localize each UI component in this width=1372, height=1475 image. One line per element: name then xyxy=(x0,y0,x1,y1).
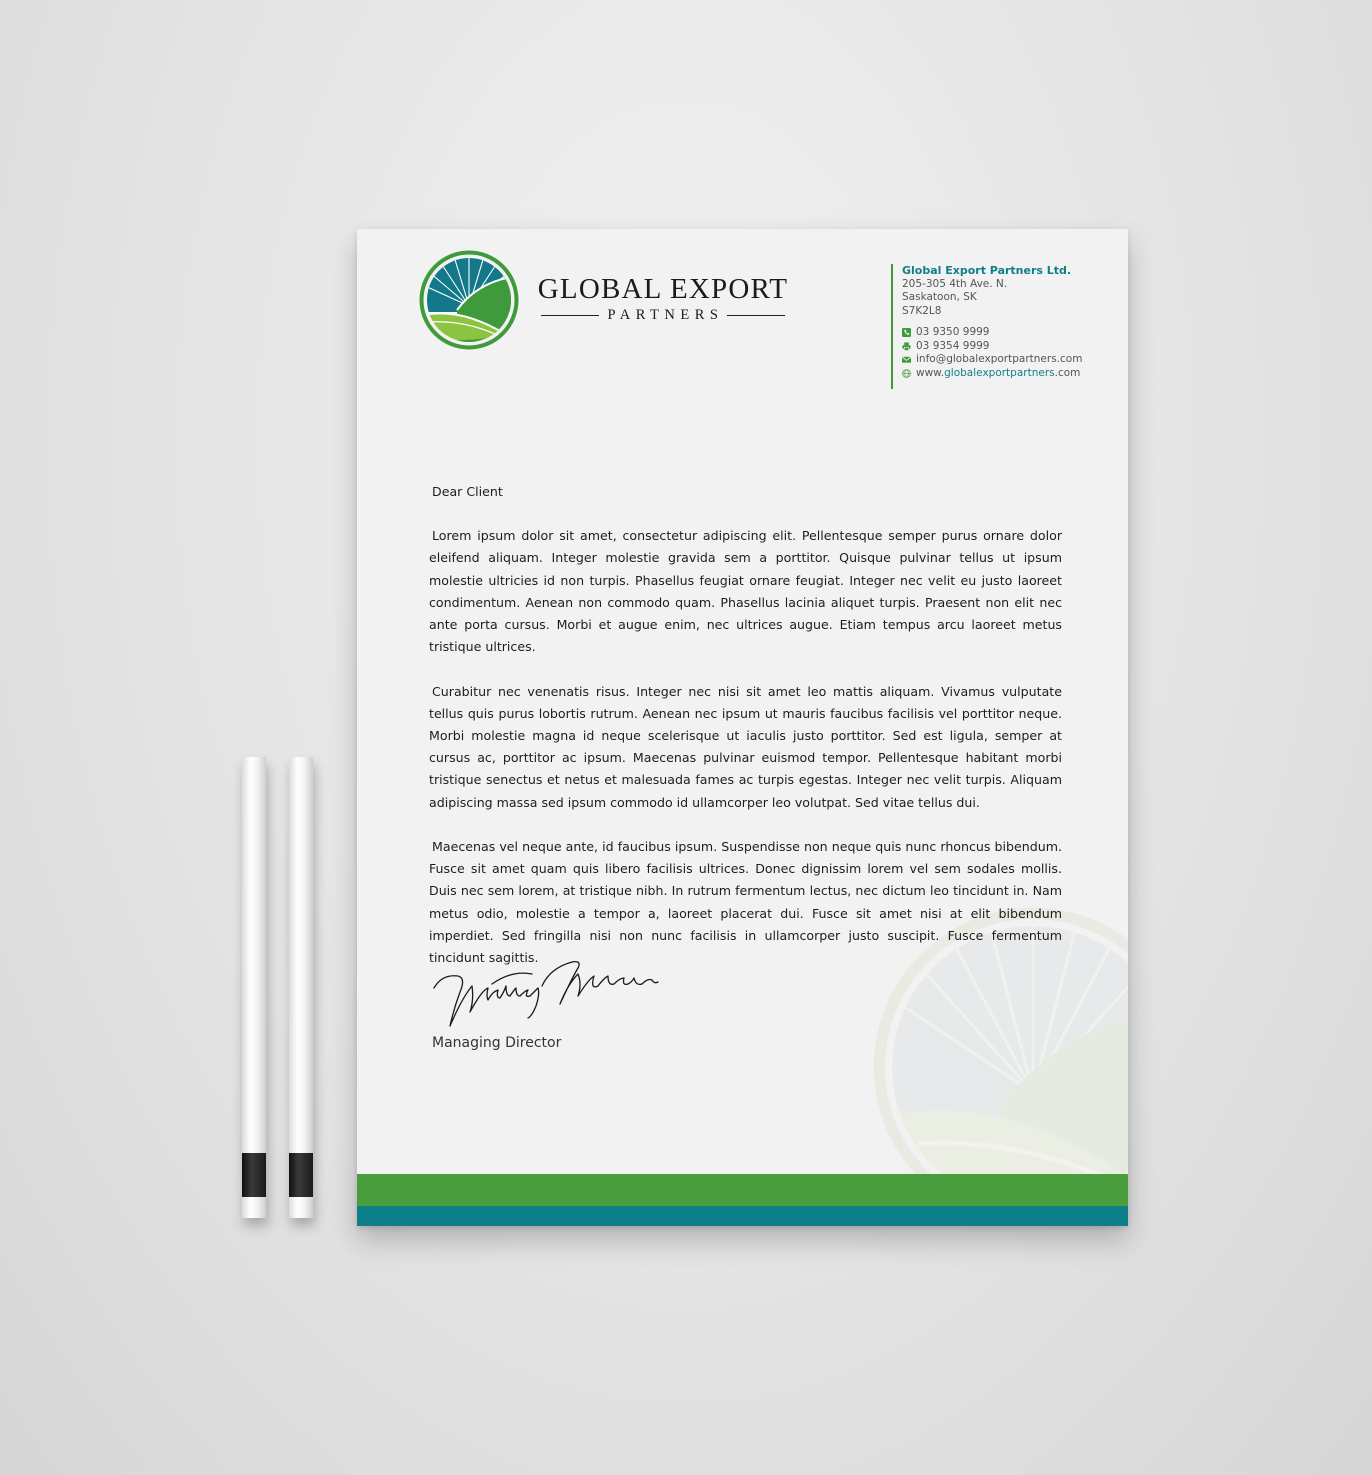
address-line: 205-305 4th Ave. N. xyxy=(902,277,1008,290)
website-url: www.globalexportpartners.com xyxy=(916,366,1081,379)
wordmark-rule xyxy=(541,315,599,317)
body-paragraph: Maecenas vel neque ante, id faucibus ipsum. Suspendisse non neque quis nunc rhoncus bibendum. Fusce sit amet quam quis libero facilisis ultrices. Donec dignissim lorem vel sem sodales mollis. Duis nec sem lorem, at tristique nibh. In rutrum fermentum lectus, nec dictum leo tincidunt in. Nam metus odio, molestie a tempor a, laoreet placerat dui. Fusce sit amet nisi at elit bibendum imperdiet. Sed fringilla nisi non nunc facilisis in ullamcorper justo suscipit. Fusce fermentum tincidunt sagittis. xyxy=(429,839,1062,966)
footer-band-green xyxy=(357,1174,1128,1206)
address-city: Saskatoon, SK xyxy=(902,291,977,303)
pen xyxy=(242,757,266,1218)
email-row xyxy=(902,353,1082,367)
company-logo-icon xyxy=(419,250,519,350)
fax-row xyxy=(902,340,1082,354)
body-paragraph: Curabitur nec venenatis risus. Integer nec nisi sit amet leo mattis aliquam. Vivamus vulputate tellus quis purus lobortis rutrum. Aenean nec ipsum ut mauris faucibus facilisis vel porttitor neque. Morbi molestie magna id neque scelerisque ut iaculis justo porttitor. Sed est ligula, semper at cursus ac, porttitor ac ipsum. Maecenas pulvinar euismod tempor. Pellentesque habitant morbi tristique senectus et netus et malesuada fames ac turpis egestas. Integer nec velit turpis. Aliquam adipiscing massa sed ipsum commodo id ullamcorper leo volutpat. Sed vitae tellus dui. xyxy=(429,683,1062,810)
web-row xyxy=(902,367,1082,381)
company-wordmark xyxy=(535,273,791,324)
phone-number: 03 9350 9999 xyxy=(916,326,990,338)
pen-band xyxy=(289,1153,313,1197)
signatory-title: Managing Director xyxy=(432,1035,562,1051)
fax-icon xyxy=(902,342,911,351)
globe-icon xyxy=(902,369,911,378)
address-postal: S7K2L8 xyxy=(902,304,942,317)
fax-number: 03 9354 9999 xyxy=(916,339,990,352)
salutation: Dear Client xyxy=(432,484,503,499)
letter-body xyxy=(429,481,1062,991)
wordmark-title: GLOBAL EXPORT xyxy=(537,273,789,305)
contact-block xyxy=(891,264,1082,389)
company-name: Global Export Partners Ltd. xyxy=(902,264,1072,277)
wordmark-subtitle: PARTNERS xyxy=(607,307,724,323)
handwritten-signature xyxy=(432,956,664,1032)
wordmark-rule xyxy=(727,315,785,317)
letterhead-page xyxy=(357,229,1128,1226)
phone-row xyxy=(902,326,1082,340)
pen xyxy=(289,757,313,1218)
body-paragraph: Lorem ipsum dolor sit amet, consectetur adipiscing elit. Pellentesque semper purus ornare dolor eleifend aliquam. Integer molestie gravida sem a porttitor. Quisque pulvinar tellus ut ipsum molestie ultricies id non turpis. Phasellus feugiat ornare feugiat. Integer nec velit eu justo laoreet condimentum. Aenean non commodo quam. Phasellus lacinia aliquet turpis. Praesent non elit nec ante porta cursus. Morbi et augue enim, nec ultrices augue. Etiam tempus arcu laoreet metus tristique ultrices. xyxy=(429,528,1062,655)
email-icon xyxy=(902,355,911,364)
email-address: info@globalexportpartners.com xyxy=(916,353,1083,365)
footer-band-teal xyxy=(357,1206,1128,1226)
phone-icon xyxy=(902,328,911,337)
pen-band xyxy=(242,1153,266,1197)
